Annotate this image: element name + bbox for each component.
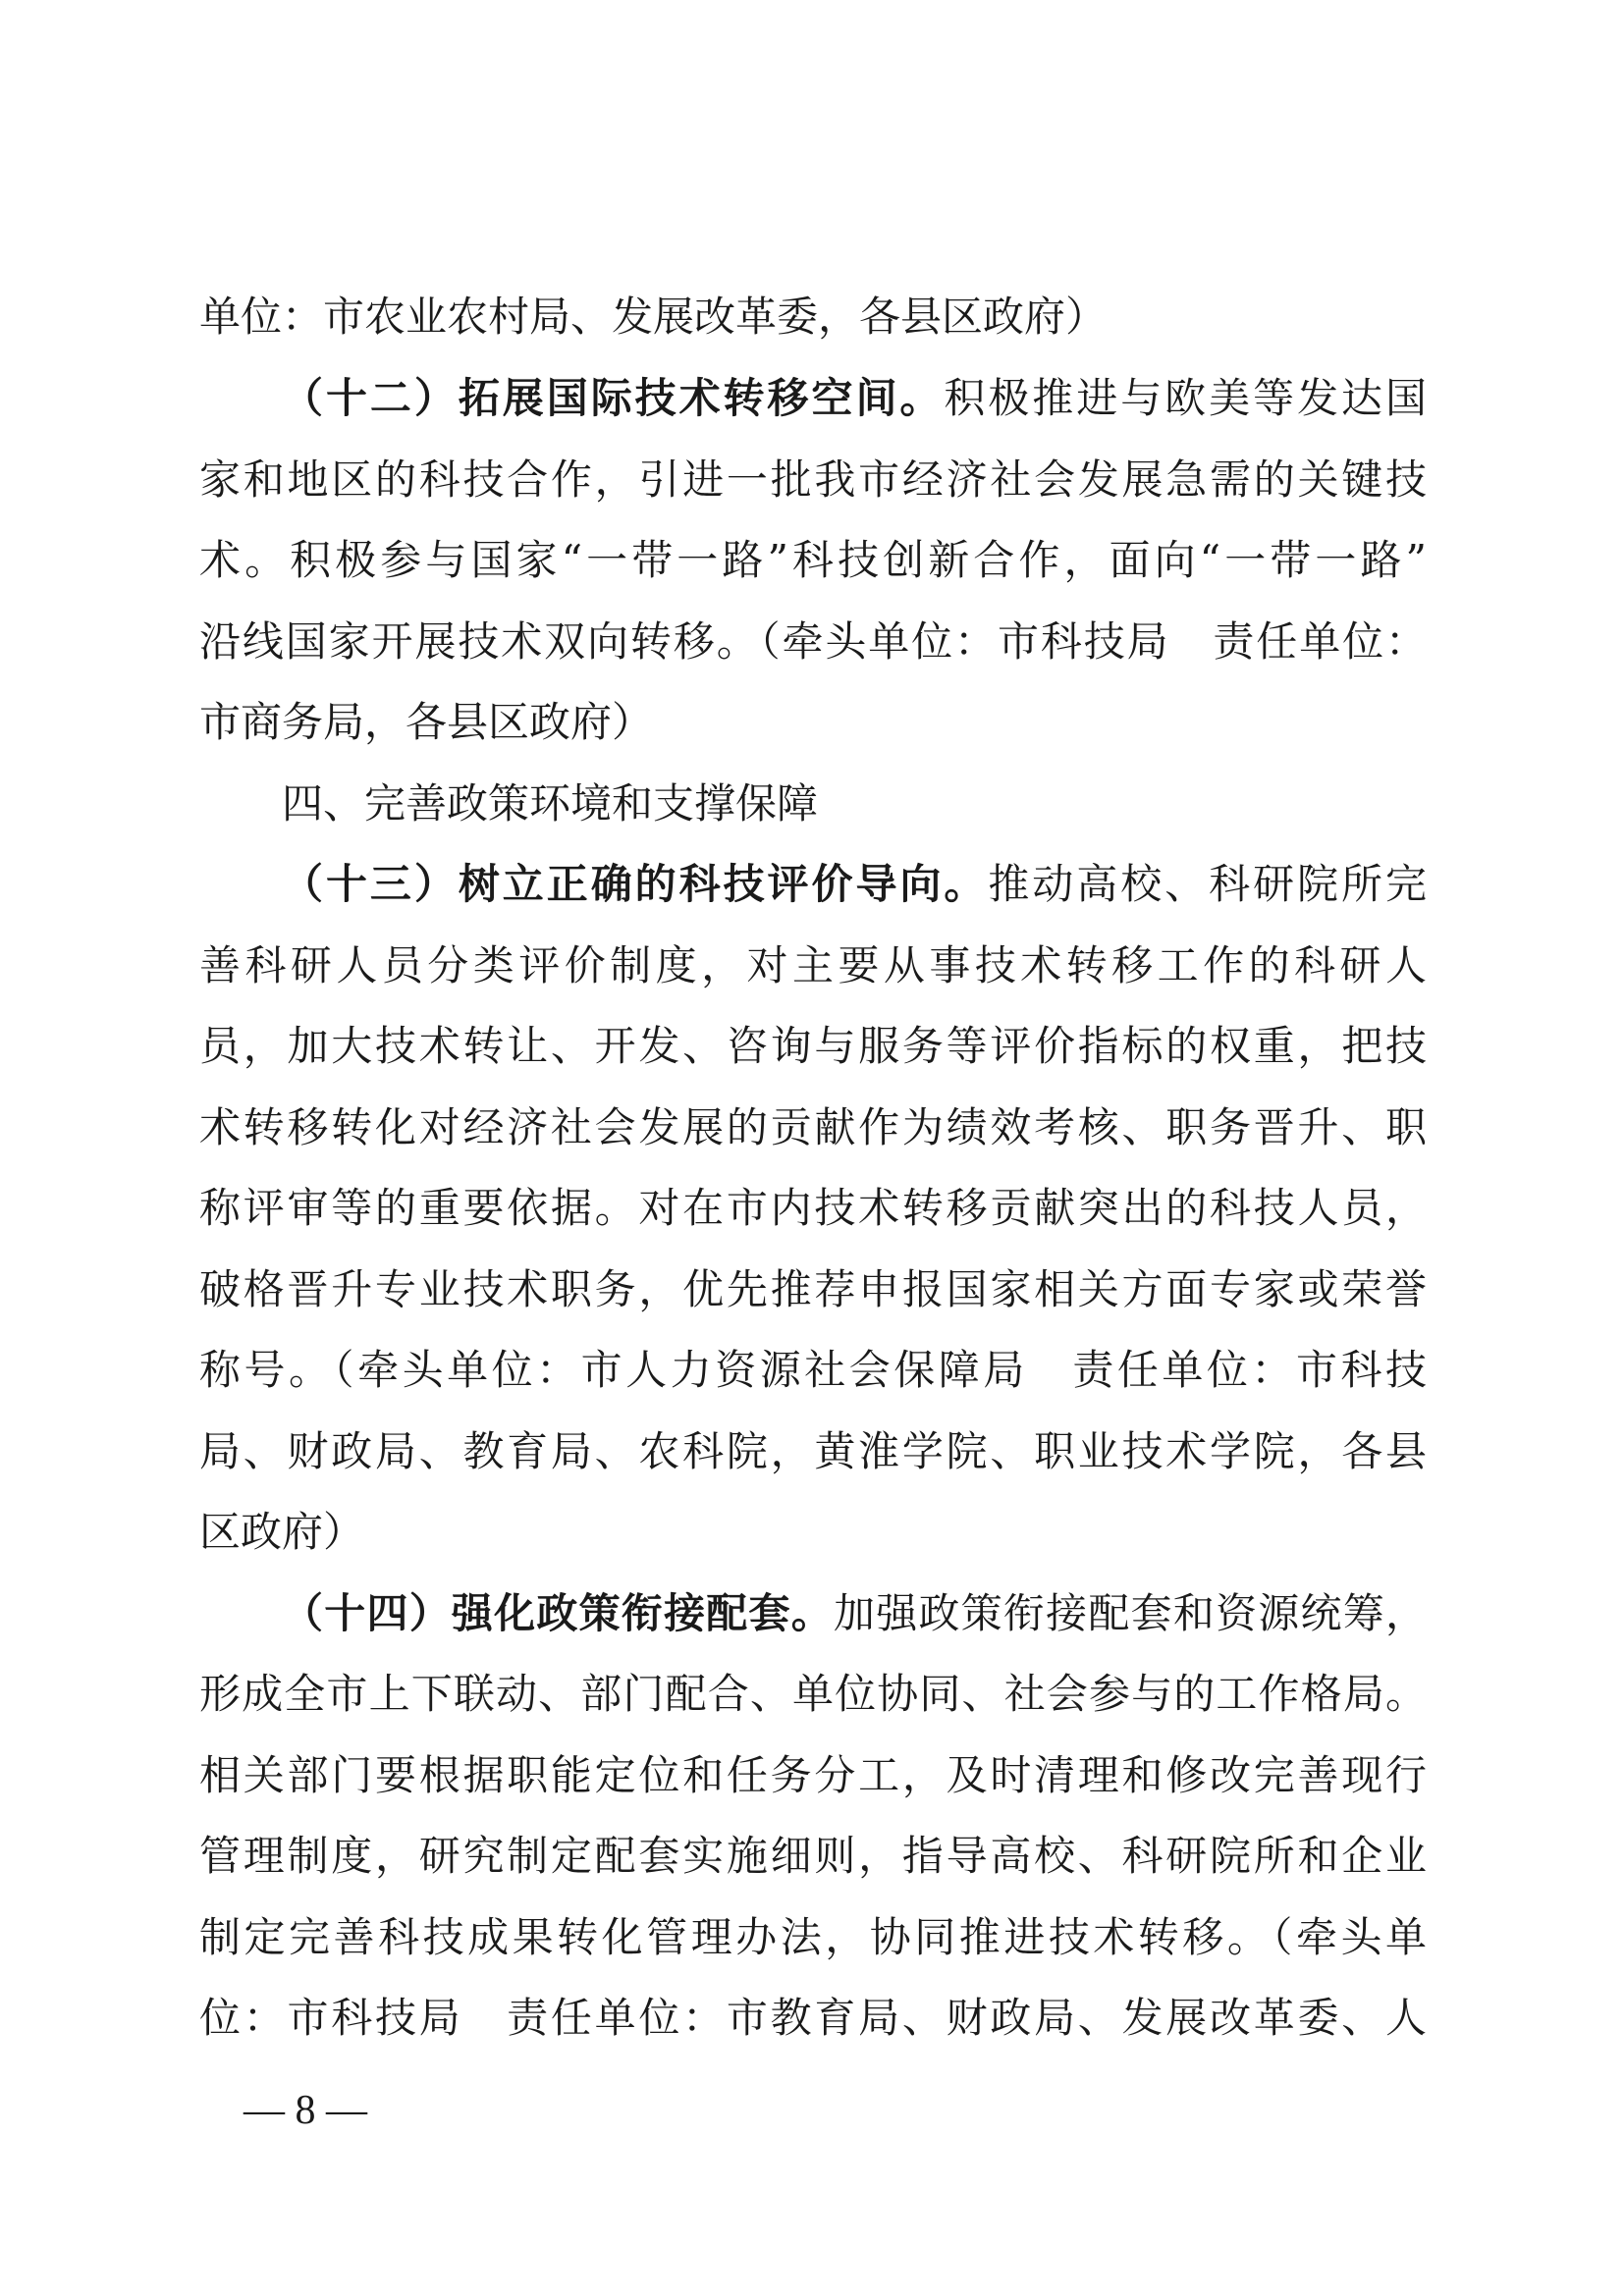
text-line <box>199 1017 1427 1076</box>
line-text: 员，加大技术转让、开发、咨询与服务等评价指标的权重，把技 <box>199 1022 1427 1070</box>
line-text: 管理制度，研究制定配套实施细则，指导高校、科研院所和企业 <box>199 1832 1427 1880</box>
text-line <box>199 936 1427 995</box>
line-text: 局、财政局、教育局、农科院，黄淮学院、职业技术学院，各县 <box>199 1427 1427 1475</box>
line-text: 术。积极参与国家“一带一路”科技创新合作，面向“一带一路” <box>199 536 1427 584</box>
text-line <box>199 1422 1427 1481</box>
text-line <box>199 1098 1427 1157</box>
section-item-thirteen <box>282 855 1427 914</box>
text-line <box>199 1665 1427 1724</box>
line-text: 加强政策衔接配套和资源统筹， <box>834 1589 1427 1637</box>
item-heading: （十三）树立正确的科技评价导向。 <box>282 860 989 908</box>
text-line <box>199 531 1427 590</box>
line-text: 单位：市农业农村局、发展改革委，各县区政府） <box>199 293 1108 341</box>
line-text: 相关部门要根据职能定位和任务分工，及时清理和修改完善现行 <box>199 1751 1427 1799</box>
text-line <box>199 1827 1427 1886</box>
text-line <box>199 451 1427 509</box>
chapter-heading <box>282 774 818 833</box>
text-line <box>199 1746 1427 1805</box>
line-text: 区政府） <box>199 1508 365 1556</box>
line-text: 形成全市上下联动、部门配合、单位协同、社会参与的工作格局。 <box>199 1670 1427 1718</box>
text-line <box>199 1260 1427 1319</box>
item-heading: （十四）强化政策衔接配套。 <box>282 1589 834 1637</box>
line-text: 称评审等的重要依据。对在市内技术转移贡献突出的科技人员， <box>199 1184 1427 1232</box>
section-item-twelve <box>282 369 1427 428</box>
line-text: 推动高校、科研院所完 <box>988 860 1427 908</box>
line-text: 积极推进与欧美等发达国 <box>944 374 1427 422</box>
text-line <box>199 1989 1427 2048</box>
text-line <box>199 1341 1427 1400</box>
line-text: 家和地区的科技合作，引进一批我市经济社会发展急需的关键技 <box>199 455 1427 504</box>
item-heading: （十二）拓展国际技术转移空间。 <box>282 374 945 422</box>
line-text: 称号。（牵头单位：市人力资源社会保障局 责任单位：市科技 <box>199 1346 1427 1394</box>
text-line <box>199 1179 1427 1238</box>
text-line <box>199 1908 1427 1967</box>
text-line <box>199 613 1427 671</box>
line-text: 术转移转化对经济社会发展的贡献作为绩效考核、职务晋升、职 <box>199 1103 1427 1151</box>
section-item-fourteen <box>282 1584 1427 1643</box>
chapter-heading-text: 四、完善政策环境和支撑保障 <box>282 779 819 828</box>
line-text: 市商务局，各县区政府） <box>199 698 654 746</box>
line-text: 位：市科技局 责任单位：市教育局、财政局、发展改革委、人 <box>199 1994 1427 2042</box>
page-number: — 8 — <box>244 2088 367 2133</box>
text-line <box>199 288 1107 347</box>
line-text: 破格晋升专业技术职务，优先推荐申报国家相关方面专家或荣誉 <box>199 1265 1427 1313</box>
line-text: 善科研人员分类评价制度，对主要从事技术转移工作的科研人 <box>199 941 1427 989</box>
text-line <box>199 693 653 752</box>
line-text: 沿线国家开展技术双向转移。（牵头单位：市科技局 责任单位： <box>199 617 1427 666</box>
line-text: 制定完善科技成果转化管理办法，协同推进技术转移。（牵头单 <box>199 1913 1427 1961</box>
text-line <box>199 1503 364 1562</box>
